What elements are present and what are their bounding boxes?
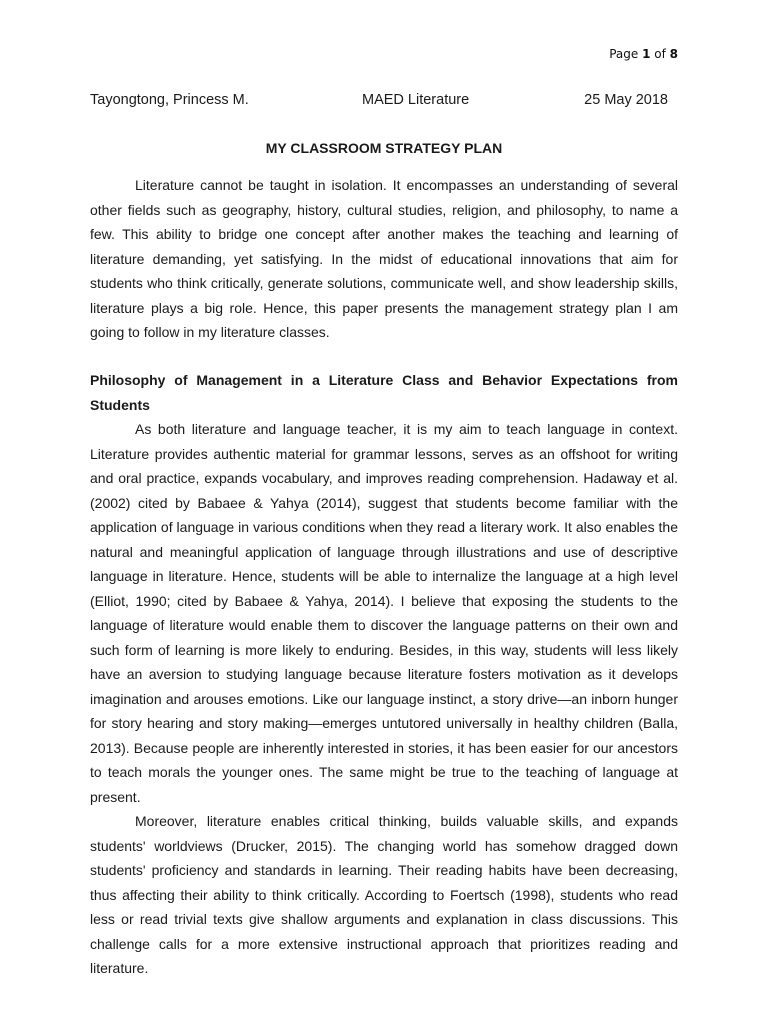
page-number-middle: of — [650, 47, 670, 61]
author-name: Tayongtong, Princess M. — [90, 92, 249, 108]
course-name: MAED Literature — [362, 92, 470, 108]
page-number-current: 1 — [642, 47, 651, 61]
intro-section — [90, 173, 678, 345]
page-number-prefix: Page — [609, 47, 643, 61]
intro-paragraph: Literature cannot be taught in isolation. It encompasses an understanding of several other fields such as geography, history, cultural studies, religion, and philosophy, to name a few. This ability to bridge one concept after another makes the teaching and learning of literature demanding, yet satisfying. In the midst of educational innovations that aim for students who think critically, generate solutions, communicate well, and show leadership skills, literature plays a big role. Hence, this paper presents the management strategy plan I am going to follow in my literature classes. — [90, 177, 678, 340]
body-paragraph: Moreover, literature enables critical thinking, builds valuable skills, and expands students' worldviews (Drucker, 2015). The changing world has somehow dragged down students' proficiency and standards in learning. Their reading habits have been decreasing, thus affecting their ability to think critically. According to Foertsch (1998), students who read less or read trivial texts give shallow arguments and explanation in class discussions. This challenge calls for a more extensive instructional approach that prioritizes reading and literature. — [90, 813, 678, 976]
document-date: 25 May 2018 — [584, 92, 668, 108]
document-title: MY CLASSROOM STRATEGY PLAN — [265, 140, 503, 156]
document-header — [90, 92, 668, 112]
page-number-total: 8 — [669, 47, 678, 61]
philosophy-section — [90, 368, 678, 981]
section-heading: Philosophy of Management in a Literature Class and Behavior Expectations from Students — [90, 372, 678, 413]
page-number — [609, 47, 678, 61]
body-paragraph: As both literature and language teacher, it is my aim to teach language in context. Literature provides authentic material for grammar lessons, serves as an offshoot for writing and oral practice, expands vocabulary, and improves reading comprehension. Hadaway et al. (2002) cited by Babaee & Yahya (2014), suggest that students become familiar with the application of language in various conditions when they read a literary work. It also enables the natural and meaningful application of language through illustrations and use of descriptive language in literature. Hence, students will be able to internalize the language at a high level (Elliot, 1990; cited by Babaee & Yahya, 2014). I believe that exposing the students to the language of literature would enable them to discover the language patterns on their own and such form of learning is more likely to enduring. Besides, in this way, students will less likely have an aversion to studying language because literature fosters motivation as it develops imagination and arouses emotions. Like our language instinct, a story drive—an inborn hunger for story hearing and story making—emerges untutored universally in healthy children (Balla, 2013). Because people are inherently interested in stories, it has been easier for our ancestors to teach morals the younger ones. The same might be true to the teaching of language at present. — [90, 421, 678, 805]
